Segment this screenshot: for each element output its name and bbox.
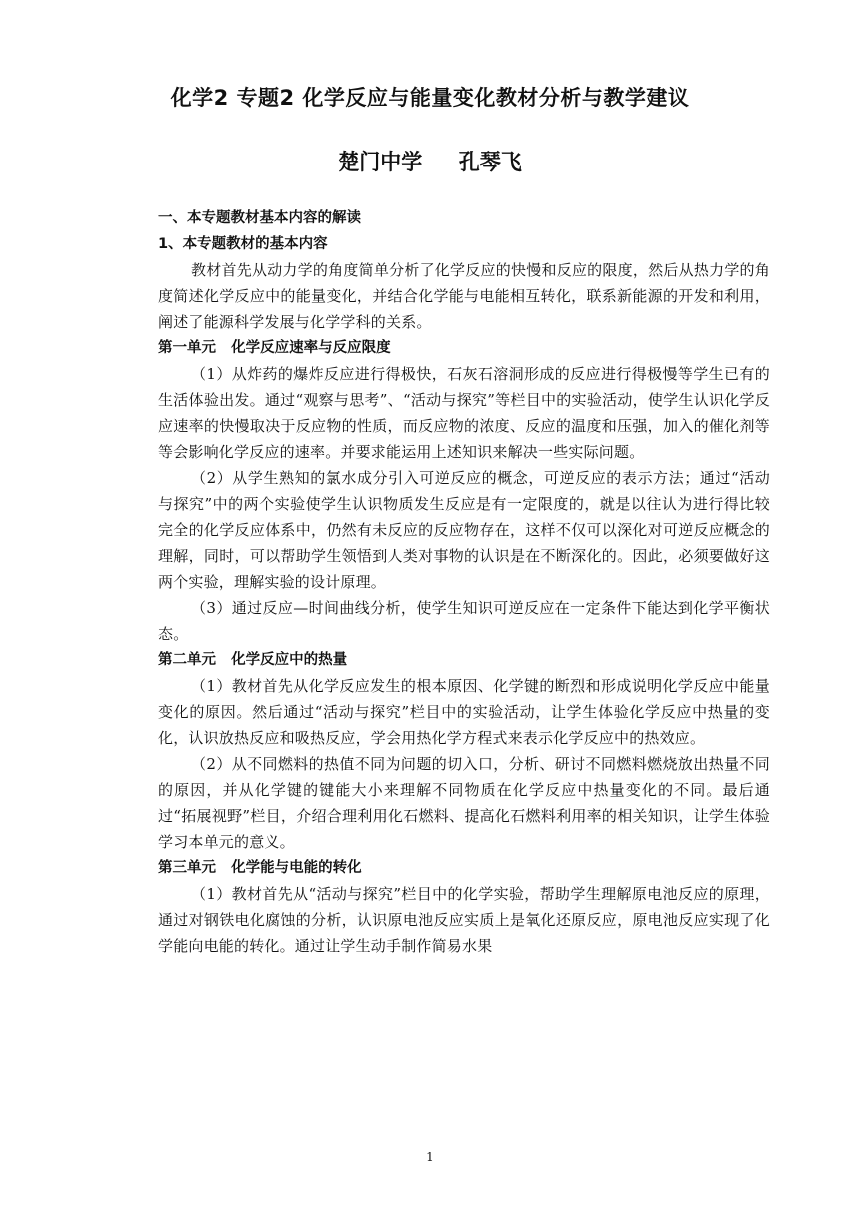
author-line: 楚门中学 孔琴飞 [338,150,522,174]
unit2-paragraph-1: （1）教材首先从化学反应发生的根本原因、化学键的断烈和形成说明化学反应中能量变化的原因。然后通过“活动与探究”栏目中的实验活动，让学生体验化学反应中热量的变化，认识放热反应和吸热反应，学会用热化学方程式来表示化学反应中的热效应。 [158,677,770,747]
unit2-heading: 第二单元 化学反应中的热量 [158,652,348,668]
intro-paragraph: 教材首先从动力学的角度简单分析了化学反应的快慢和反应的限度，然后从热力学的角度简述化学反应中的能量变化，并结合化学能与电能相互转化，联系新能源的开发和利用，阐述了能源科学发展与化学学科的关系。 [158,261,770,331]
document-title: 化学2 专题2 化学反应与能量变化教材分析与教学建议 [170,86,690,110]
unit1-paragraph-2: （2）从学生熟知的氯水成分引入可逆反应的概念，可逆反应的表示方法；通过“活动与探究”中的两个实验使学生认识物质发生反应是有一定限度的，就是以往认为进行得比较完全的化学反应体系中，仍然有未反应的反应物存在，这样不仅可以深化对可逆反应概念的理解，同时，可以帮助学生领悟到人类对事物的认识是在不断深化的。因此，必须要做好这两个实验，理解实验的设计原理。 [158,469,770,591]
unit1-paragraph-3: （3）通过反应—时间曲线分析，使学生知识可逆反应在一定条件下能达到化学平衡状态。 [158,599,770,643]
section-heading: 一、本专题教材基本内容的解读 [158,210,361,226]
unit3-heading: 第三单元 化学能与电能的转化 [158,860,362,876]
unit3-paragraph-1: （1）教材首先从“活动与探究”栏目中的化学实验，帮助学生理解原电池反应的原理，通过对钢铁电化腐蚀的分析，认识原电池反应实质上是氧化还原反应，原电池反应实现了化学能向电能的转化。通过让学生动手制作简易水果 [158,885,770,955]
unit1-paragraph-1: （1）从炸药的爆炸反应进行得极快，石灰石溶洞形成的反应进行得极慢等学生已有的生活体验出发。通过“观察与思考”、“活动与探究”等栏目中的实验活动，使学生认识化学反应速率的快慢取决于反应物的性质，而反应物的浓度、反应的温度和压强，加入的催化剂等等会影响化学反应的速率。并要求能运用上述知识来解决一些实际问题。 [158,365,770,461]
document-body [158,205,770,959]
subsection-heading: 1、本专题教材的基本内容 [158,236,328,252]
page-number: 1 [426,1150,434,1164]
unit1-heading: 第一单元 化学反应速率与反应限度 [158,340,391,356]
unit2-paragraph-2: （2）从不同燃料的热值不同为问题的切入口，分析、研讨不同燃料燃烧放出热量不同的原因，并从化学键的键能大小来理解不同物质在化学反应中热量变化的不同。最后通过“拓展视野”栏目，介绍合理利用化石燃料、提高化石燃料利用率的相关知识，让学生体验学习本单元的意义。 [158,755,770,851]
